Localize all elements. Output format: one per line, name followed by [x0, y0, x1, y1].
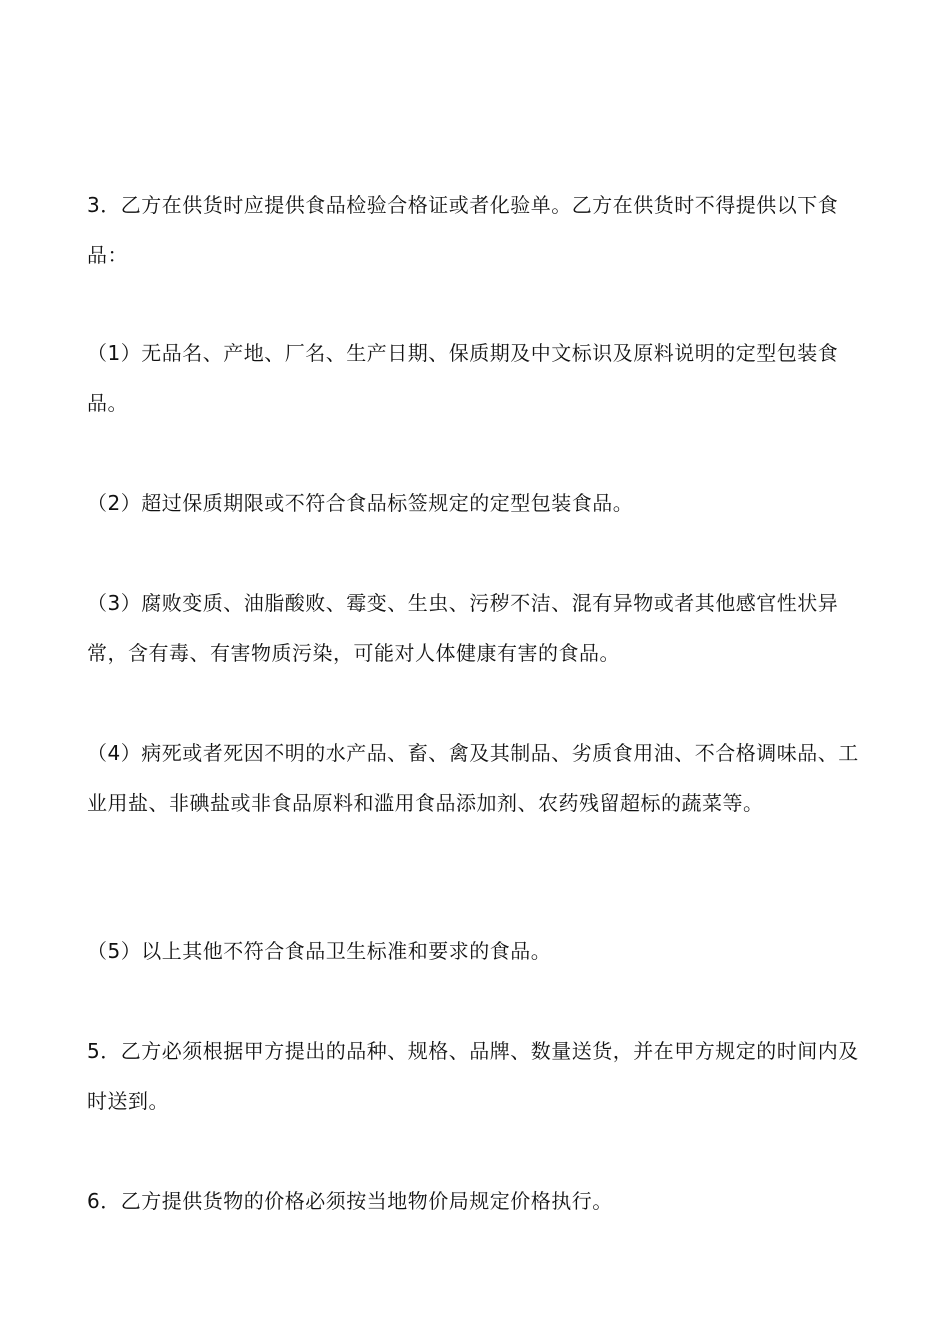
- paragraph-item-2: （2）超过保质期限或不符合食品标签规定的定型包装食品。: [87, 491, 634, 515]
- paragraph-clause-6: 6．乙方提供货物的价格必须按当地物价局规定价格执行。: [87, 1189, 613, 1213]
- paragraph-clause-5: 5．乙方必须根据甲方提出的品种、规格、品牌、数量送货，并在甲方规定的时间内及时送到。: [87, 1039, 859, 1113]
- paragraph-item-4: （4）病死或者死因不明的水产品、畜、禽及其制品、劣质食用油、不合格调味品、工业用盐、非碘盐或非食品原料和滥用食品添加剂、农药残留超标的蔬菜等。: [87, 741, 859, 815]
- paragraph-clause-3: 3．乙方在供货时应提供食品检验合格证或者化验单。乙方在供货时不得提供以下食品：: [87, 193, 839, 267]
- paragraph-item-3: （3）腐败变质、油脂酸败、霉变、生虫、污秽不洁、混有异物或者其他感官性状异常，含有毒、有害物质污染，可能对人体健康有害的食品。: [87, 591, 839, 665]
- paragraph-item-5: （5）以上其他不符合食品卫生标准和要求的食品。: [87, 939, 552, 963]
- paragraph-item-1: （1）无品名、产地、厂名、生产日期、保质期及中文标识及原料说明的定型包装食品。: [87, 341, 839, 415]
